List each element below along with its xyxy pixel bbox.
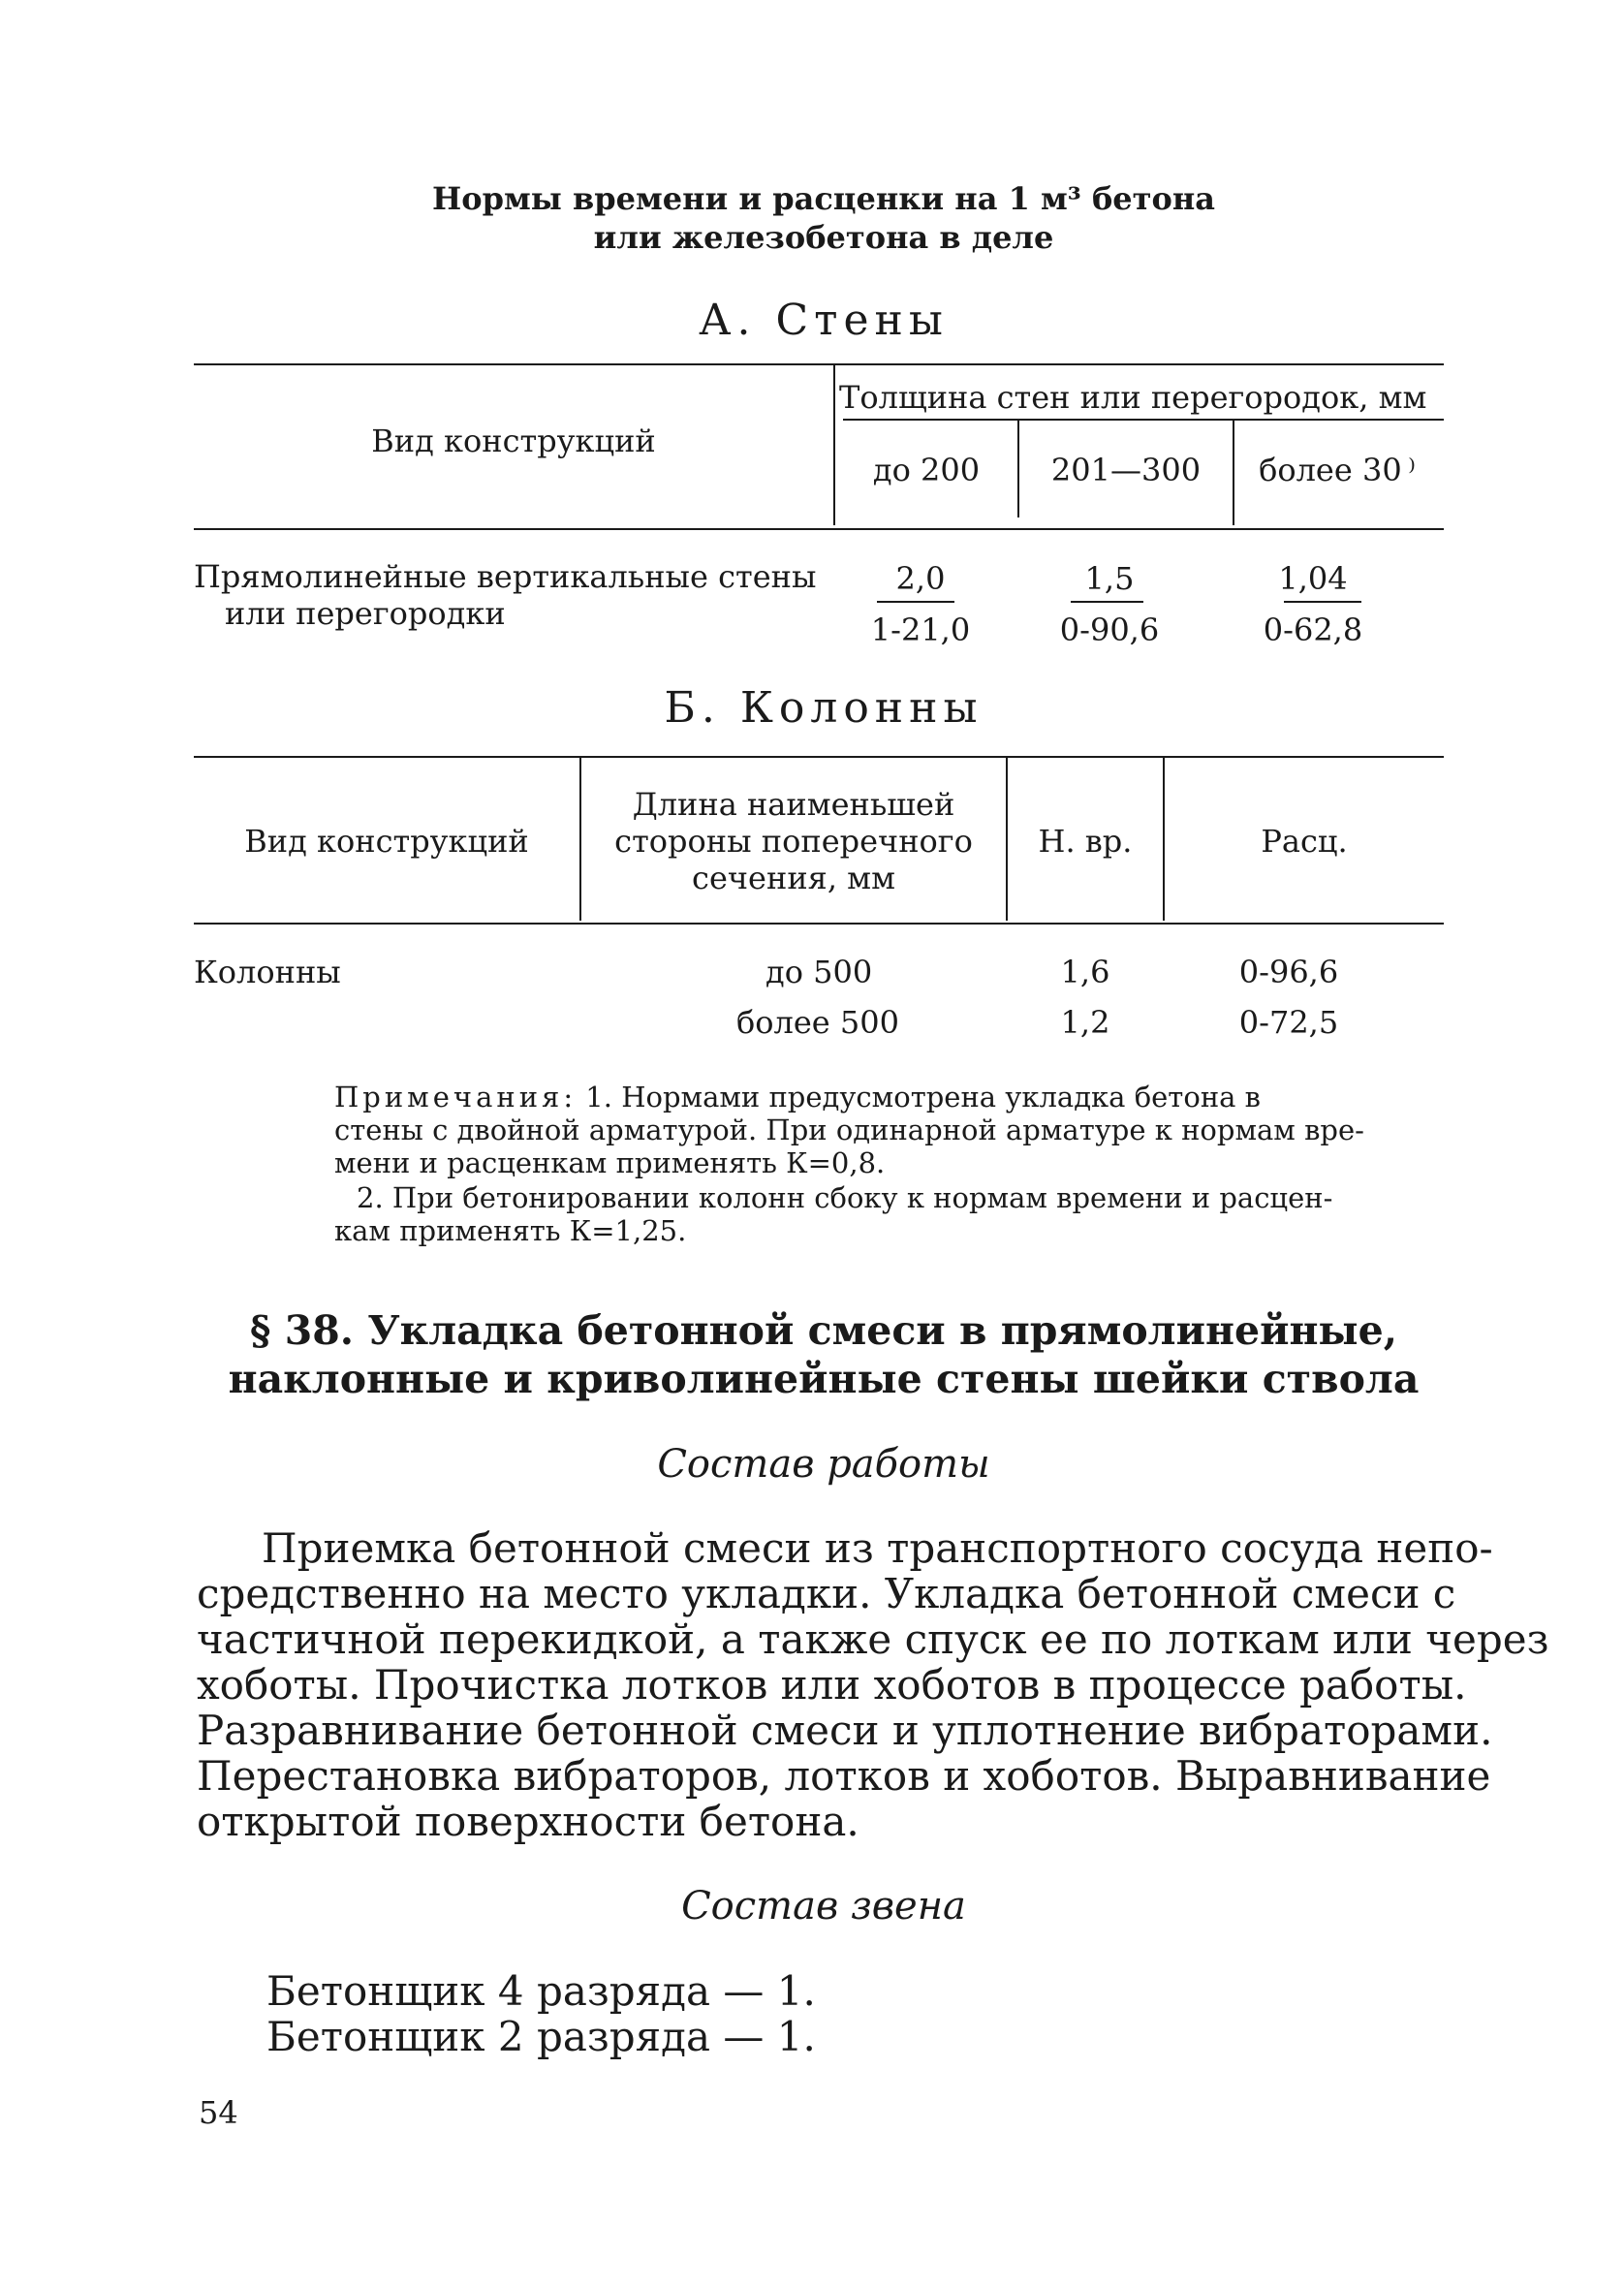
table-b-header-rule bbox=[194, 923, 1444, 925]
notes-prefix: Примечания: bbox=[334, 1081, 578, 1113]
table-a-c3-bottom: 0-62,8 bbox=[1263, 611, 1363, 648]
page-title-line1: Нормы времени и расценки на 1 м³ бетона bbox=[432, 180, 1215, 217]
table-a-c1-bottom: 1-21,0 bbox=[870, 611, 971, 648]
table-a-c2-fraction-line bbox=[1071, 601, 1143, 603]
table-b-row1-len: до 500 bbox=[765, 954, 873, 990]
section-38-heading-line2: наклонные и криволинейные стены шейки ствола bbox=[228, 1356, 1420, 1402]
table-b-row1-rasc: 0-96,6 bbox=[1238, 954, 1339, 990]
table-a-c1-fraction-line bbox=[877, 601, 954, 603]
table-a-col-type: Вид конструкций bbox=[371, 423, 656, 459]
table-a-top-rule bbox=[194, 363, 1444, 365]
table-a-c2-bottom: 0-90,6 bbox=[1059, 611, 1160, 648]
work-line-3: частичной перекидкой, а также спуск ее по лоткам или через bbox=[197, 1615, 1549, 1663]
work-line-1: Приемка бетонной смеси из транспортного сосуда непо- bbox=[262, 1524, 1493, 1572]
notes-n1-a: 1. Нормами предусмотрена укладка бетона в bbox=[577, 1081, 1261, 1113]
table-a-c1-top: 2,0 bbox=[895, 560, 946, 597]
work-line-6: Перестановка вибраторов, лотков и хоботов. Выравнивание bbox=[197, 1752, 1491, 1800]
section-38-heading-line1: § 38. Укладка бетонной смеси в прямолинейные, bbox=[250, 1307, 1397, 1354]
table-a-vline-1 bbox=[833, 365, 835, 525]
table-a-c2-top: 1,5 bbox=[1084, 560, 1135, 597]
table-a-row-label-1: Прямолинейные вертикальные стены bbox=[194, 558, 817, 595]
work-line-7: открытой поверхности бетона. bbox=[197, 1798, 859, 1845]
table-a-sub2: 201—300 bbox=[1050, 452, 1202, 488]
section-a-heading: А. Стены bbox=[699, 296, 949, 345]
table-b-col-type: Вид конструкций bbox=[244, 823, 529, 860]
table-a-header-rule bbox=[194, 528, 1444, 530]
table-b-col-nvr: Н. вр. bbox=[1038, 823, 1133, 860]
table-b-row2-rasc: 0-72,5 bbox=[1238, 1004, 1339, 1041]
notes-line-3: мени и расценкам применять К=0,8. bbox=[334, 1146, 886, 1179]
team-heading: Состав звена bbox=[681, 1884, 966, 1928]
table-b-row1-label: Колонны bbox=[194, 954, 341, 990]
table-a-group-rule bbox=[843, 419, 1444, 421]
team-line-2: Бетонщик 2 разряда — 1. bbox=[266, 2013, 816, 2060]
table-b-col-len-3: сечения, мм bbox=[692, 860, 895, 896]
table-a-sub3: более 30 ⁾ bbox=[1259, 452, 1416, 488]
table-b-row2-len: более 500 bbox=[736, 1004, 899, 1041]
table-a-c3-top: 1,04 bbox=[1278, 560, 1348, 597]
work-line-2: средственно на место укладки. Укладка бетонной смеси с bbox=[197, 1570, 1456, 1617]
section-b-heading: Б. Колонны bbox=[664, 683, 984, 733]
work-line-4: хоботы. Прочистка лотков или хоботов в процессе работы. bbox=[197, 1661, 1467, 1709]
page-title-line2: или железобетона в деле bbox=[593, 219, 1054, 256]
notes-line-5: кам применять К=1,25. bbox=[334, 1214, 687, 1247]
team-line-1: Бетонщик 4 разряда — 1. bbox=[266, 1967, 816, 2015]
table-b-col-rasc: Расц. bbox=[1261, 823, 1348, 860]
table-a-row-label-2: или перегородки bbox=[225, 595, 506, 632]
notes-line-4: 2. При бетонировании колонн сбоку к нормам времени и расцен- bbox=[357, 1181, 1333, 1214]
table-a-sub1: до 200 bbox=[872, 452, 981, 488]
table-b-col-len-1: Длина наименьшей bbox=[632, 786, 955, 823]
work-line-5: Разравнивание бетонной смеси и уплотнение вибраторами. bbox=[197, 1707, 1493, 1754]
table-b-top-rule bbox=[194, 756, 1444, 758]
table-b-row2-nvr: 1,2 bbox=[1060, 1004, 1110, 1041]
table-b-row1-nvr: 1,6 bbox=[1060, 954, 1110, 990]
notes-line-1 bbox=[334, 1081, 1261, 1113]
notes-line-2: стены с двойной арматурой. При одинарной арматуре к нормам вре- bbox=[334, 1113, 1364, 1146]
work-heading: Состав работы bbox=[657, 1442, 990, 1487]
table-a-group-header: Толщина стен или перегородок, мм bbox=[839, 379, 1427, 416]
table-b-col-len-2: стороны поперечного bbox=[614, 823, 973, 860]
table-a-c3-fraction-line bbox=[1284, 601, 1361, 603]
page-number: 54 bbox=[199, 2094, 238, 2131]
